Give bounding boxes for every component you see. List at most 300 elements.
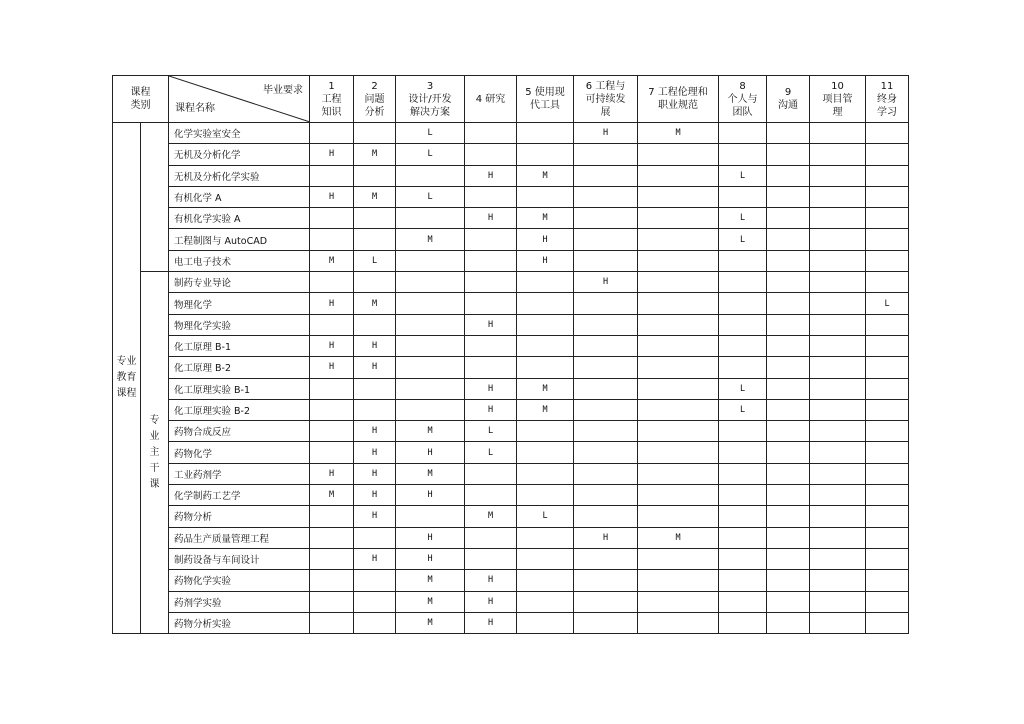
req-header-9-line: 9 <box>784 87 792 98</box>
table-row <box>113 591 909 612</box>
support-level-cell <box>719 250 767 271</box>
support-level-cell <box>719 335 767 356</box>
support-level-cell: L <box>465 442 517 463</box>
support-level-cell <box>574 357 638 378</box>
support-level-cell <box>517 612 574 633</box>
support-level-cell <box>354 399 396 420</box>
support-level-cell <box>866 612 909 633</box>
support-level-cell <box>866 421 909 442</box>
req-header-7-line: 7 工程伦理和 <box>648 87 708 98</box>
support-level-cell <box>517 186 574 207</box>
table-row <box>113 314 909 335</box>
req-header-8-line: 个人与 <box>727 93 758 105</box>
subcategory-char: 主 <box>149 446 160 458</box>
support-level-cell <box>719 463 767 484</box>
support-level-cell <box>767 378 810 399</box>
support-level-cell: M <box>396 229 465 250</box>
support-level-cell: L <box>396 144 465 165</box>
support-level-cell <box>866 229 909 250</box>
support-level-cell <box>396 357 465 378</box>
support-level-cell <box>719 591 767 612</box>
support-level-cell <box>310 229 354 250</box>
support-level-cell <box>810 144 866 165</box>
support-level-cell <box>810 463 866 484</box>
table-row <box>113 123 909 144</box>
support-level-cell: H <box>465 612 517 633</box>
support-level-cell <box>810 442 866 463</box>
support-level-cell <box>810 399 866 420</box>
req-header-2-line: 2 <box>371 80 378 92</box>
support-level-cell <box>396 208 465 229</box>
req-header-7 <box>638 76 719 123</box>
course-name: 电工电子技术 <box>169 250 310 271</box>
table-row <box>113 463 909 484</box>
support-level-cell <box>638 442 719 463</box>
course-name: 药物分析实验 <box>169 612 310 633</box>
table-row <box>113 506 909 527</box>
support-level-cell <box>638 335 719 356</box>
support-level-cell: H <box>465 208 517 229</box>
table-row <box>113 293 909 314</box>
support-level-cell <box>638 612 719 633</box>
support-level-cell <box>638 548 719 569</box>
support-level-cell <box>517 335 574 356</box>
req-header-1-line: 1 <box>328 80 335 92</box>
course-name: 工程制图与 AutoCAD <box>169 229 310 250</box>
support-level-cell: M <box>354 186 396 207</box>
support-level-cell <box>574 570 638 591</box>
support-level-cell: L <box>396 186 465 207</box>
support-level-cell <box>396 293 465 314</box>
support-level-cell <box>767 463 810 484</box>
course-name: 化学实验室安全 <box>169 123 310 144</box>
support-level-cell <box>396 335 465 356</box>
support-level-cell: H <box>310 293 354 314</box>
support-level-cell <box>517 548 574 569</box>
support-level-cell <box>810 612 866 633</box>
support-level-cell <box>810 485 866 506</box>
req-header-5-line: 代工具 <box>530 100 560 111</box>
support-level-cell <box>767 442 810 463</box>
course-name: 物理化学实验 <box>169 314 310 335</box>
support-level-cell <box>638 399 719 420</box>
req-header-1-line: 工程 <box>321 93 342 105</box>
course-name: 药剂学实验 <box>169 591 310 612</box>
support-level-cell <box>719 186 767 207</box>
support-level-cell <box>638 250 719 271</box>
support-level-cell: L <box>354 250 396 271</box>
req-header-9-line: 沟通 <box>778 100 798 111</box>
req-header-5 <box>517 76 574 123</box>
curriculum-requirements-table <box>112 75 909 634</box>
support-level-cell <box>719 506 767 527</box>
support-level-cell: M <box>638 123 719 144</box>
support-level-cell <box>767 421 810 442</box>
support-level-cell: H <box>310 144 354 165</box>
category-text: 专业 <box>116 356 137 368</box>
support-level-cell: M <box>396 612 465 633</box>
support-level-cell <box>638 314 719 335</box>
support-level-cell <box>767 293 810 314</box>
support-level-cell <box>638 506 719 527</box>
req-header-3-line: 解决方案 <box>410 106 450 118</box>
support-level-cell <box>354 612 396 633</box>
support-level-cell: H <box>354 548 396 569</box>
support-level-cell <box>767 612 810 633</box>
support-level-cell <box>719 293 767 314</box>
support-level-cell <box>465 229 517 250</box>
req-header-6-line: 可持续发 <box>585 93 626 105</box>
req-header-1-line: 知识 <box>321 106 342 118</box>
subcategory-char: 干 <box>149 462 160 474</box>
support-level-cell: M <box>517 208 574 229</box>
support-level-cell: M <box>465 506 517 527</box>
support-level-cell <box>767 123 810 144</box>
support-level-cell <box>866 186 909 207</box>
support-level-cell <box>354 272 396 293</box>
req-header-3 <box>396 76 465 123</box>
support-level-cell <box>810 293 866 314</box>
support-level-cell <box>465 485 517 506</box>
support-level-cell: L <box>866 293 909 314</box>
support-level-cell <box>866 570 909 591</box>
support-level-cell: H <box>517 250 574 271</box>
table-row <box>113 250 909 271</box>
support-level-cell: H <box>354 335 396 356</box>
req-header-2 <box>354 76 396 123</box>
support-level-cell <box>354 527 396 548</box>
support-level-cell <box>810 506 866 527</box>
support-level-cell <box>767 570 810 591</box>
category-header <box>113 76 169 123</box>
support-level-cell <box>767 527 810 548</box>
support-level-cell <box>638 186 719 207</box>
table-row <box>113 186 909 207</box>
support-level-cell <box>767 357 810 378</box>
table-row <box>113 548 909 569</box>
support-level-cell <box>638 208 719 229</box>
support-level-cell <box>465 357 517 378</box>
requirements-label: 毕业要求 <box>263 85 303 96</box>
support-level-cell <box>310 570 354 591</box>
req-header-11-line: 11 <box>880 80 894 92</box>
support-level-cell <box>517 357 574 378</box>
support-level-cell <box>574 612 638 633</box>
support-level-cell <box>574 335 638 356</box>
support-level-cell: H <box>354 463 396 484</box>
support-level-cell: M <box>354 144 396 165</box>
req-header-11-line: 终身 <box>877 93 897 105</box>
support-level-cell: M <box>354 293 396 314</box>
support-level-cell <box>465 463 517 484</box>
table-row <box>113 378 909 399</box>
support-level-cell <box>354 378 396 399</box>
req-header-10 <box>810 76 866 123</box>
support-level-cell <box>310 421 354 442</box>
subcategory-char: 课 <box>149 478 160 490</box>
support-level-cell <box>310 591 354 612</box>
support-level-cell <box>354 314 396 335</box>
req-header-3-line: 3 <box>426 80 434 92</box>
support-level-cell: M <box>517 165 574 186</box>
support-level-cell <box>574 250 638 271</box>
course-name: 药物化学 <box>169 442 310 463</box>
table-row <box>113 229 909 250</box>
course-name: 化工原理实验 B-2 <box>169 399 310 420</box>
req-header-7-line: 职业规范 <box>658 100 698 111</box>
support-level-cell <box>719 123 767 144</box>
req-header-10-line: 10 <box>831 80 844 92</box>
support-level-cell <box>465 335 517 356</box>
support-level-cell: H <box>354 357 396 378</box>
support-level-cell: M <box>396 591 465 612</box>
support-level-cell <box>719 570 767 591</box>
support-level-cell <box>638 570 719 591</box>
support-level-cell: H <box>574 527 638 548</box>
support-level-cell <box>310 165 354 186</box>
subcategory-char: 业 <box>149 430 160 442</box>
support-level-cell: M <box>638 527 719 548</box>
support-level-cell <box>310 612 354 633</box>
support-level-cell <box>767 250 810 271</box>
table-row <box>113 272 909 293</box>
req-header-4-line: 4 研究 <box>475 93 506 105</box>
table-row <box>113 570 909 591</box>
support-level-cell: H <box>465 570 517 591</box>
support-level-cell <box>517 570 574 591</box>
header-row <box>113 76 909 123</box>
support-level-cell <box>354 229 396 250</box>
support-level-cell: H <box>354 421 396 442</box>
support-level-cell: H <box>396 442 465 463</box>
support-level-cell <box>866 463 909 484</box>
req-header-8-line: 8 <box>739 80 746 92</box>
support-level-cell <box>396 250 465 271</box>
req-header-2-line: 分析 <box>364 106 385 118</box>
support-level-cell <box>866 250 909 271</box>
support-level-cell <box>866 272 909 293</box>
support-level-cell <box>310 399 354 420</box>
support-level-cell <box>465 272 517 293</box>
support-level-cell: H <box>465 165 517 186</box>
support-level-cell <box>517 485 574 506</box>
support-level-cell <box>719 442 767 463</box>
support-level-cell <box>574 442 638 463</box>
course-name: 化学制药工艺学 <box>169 485 310 506</box>
support-level-cell: L <box>719 229 767 250</box>
req-header-3-line: 设计/开发 <box>408 93 452 105</box>
support-level-cell <box>810 208 866 229</box>
req-header-8-line: 团队 <box>732 106 753 118</box>
support-level-cell <box>310 123 354 144</box>
support-level-cell <box>574 229 638 250</box>
support-level-cell <box>638 421 719 442</box>
support-level-cell <box>866 165 909 186</box>
support-level-cell <box>396 272 465 293</box>
support-level-cell: L <box>396 123 465 144</box>
category-cell <box>113 123 141 634</box>
support-level-cell <box>866 591 909 612</box>
support-level-cell <box>719 548 767 569</box>
table-row <box>113 144 909 165</box>
req-header-9 <box>767 76 810 123</box>
support-level-cell: M <box>396 463 465 484</box>
support-level-cell <box>310 527 354 548</box>
support-level-cell: H <box>354 442 396 463</box>
support-level-cell <box>574 421 638 442</box>
table-row <box>113 357 909 378</box>
support-level-cell <box>354 208 396 229</box>
support-level-cell <box>866 485 909 506</box>
support-level-cell <box>574 399 638 420</box>
support-level-cell <box>866 399 909 420</box>
support-level-cell: L <box>465 421 517 442</box>
course-name: 物理化学 <box>169 293 310 314</box>
support-level-cell <box>810 335 866 356</box>
support-level-cell: L <box>719 399 767 420</box>
support-level-cell: H <box>396 527 465 548</box>
category-text: 课程 <box>116 388 137 400</box>
support-level-cell <box>465 144 517 165</box>
support-level-cell <box>638 293 719 314</box>
diagonal-header-cell <box>169 76 310 123</box>
support-level-cell <box>354 165 396 186</box>
support-level-cell <box>517 144 574 165</box>
support-level-cell <box>574 548 638 569</box>
support-level-cell <box>767 165 810 186</box>
support-level-cell: H <box>396 485 465 506</box>
table-row <box>113 208 909 229</box>
table-row <box>113 399 909 420</box>
support-level-cell <box>517 463 574 484</box>
req-header-6 <box>574 76 638 123</box>
support-level-cell <box>574 506 638 527</box>
support-level-cell <box>354 570 396 591</box>
support-level-cell <box>638 272 719 293</box>
support-level-cell <box>810 229 866 250</box>
support-level-cell <box>465 527 517 548</box>
support-level-cell <box>310 208 354 229</box>
support-level-cell <box>866 314 909 335</box>
support-level-cell: H <box>310 186 354 207</box>
support-level-cell: H <box>574 272 638 293</box>
req-header-5-line: 5 使用现 <box>525 87 565 98</box>
support-level-cell <box>574 314 638 335</box>
category-header-line-1: 课程 <box>130 87 151 98</box>
support-level-cell: M <box>396 421 465 442</box>
support-level-cell <box>767 548 810 569</box>
req-header-10-line: 理 <box>832 106 843 118</box>
req-header-6-line: 展 <box>600 106 611 118</box>
support-level-cell <box>719 612 767 633</box>
support-level-cell: H <box>465 399 517 420</box>
table-row <box>113 165 909 186</box>
support-level-cell: H <box>354 506 396 527</box>
support-level-cell <box>719 144 767 165</box>
support-level-cell: H <box>574 123 638 144</box>
course-name-label: 课程名称 <box>175 103 215 114</box>
table-row <box>113 421 909 442</box>
support-level-cell: L <box>719 208 767 229</box>
support-level-cell: M <box>517 378 574 399</box>
support-level-cell <box>866 378 909 399</box>
subcategory-cell <box>141 272 169 634</box>
support-level-cell: H <box>465 591 517 612</box>
support-level-cell <box>517 527 574 548</box>
subcategory-char: 专 <box>149 414 160 426</box>
support-level-cell <box>638 357 719 378</box>
support-level-cell <box>310 548 354 569</box>
support-level-cell: H <box>310 335 354 356</box>
support-level-cell <box>517 591 574 612</box>
course-name: 工业药剂学 <box>169 463 310 484</box>
table-row <box>113 485 909 506</box>
table-row <box>113 612 909 633</box>
req-header-6-line: 6 工程与 <box>585 80 626 92</box>
support-level-cell <box>810 421 866 442</box>
support-level-cell <box>767 186 810 207</box>
support-level-cell <box>866 527 909 548</box>
course-name: 有机化学实验 A <box>169 208 310 229</box>
course-name: 有机化学 A <box>169 186 310 207</box>
support-level-cell <box>574 186 638 207</box>
support-level-cell: L <box>719 165 767 186</box>
support-level-cell <box>810 378 866 399</box>
support-level-cell <box>574 144 638 165</box>
support-level-cell <box>866 442 909 463</box>
support-level-cell <box>866 144 909 165</box>
support-level-cell <box>310 378 354 399</box>
support-level-cell <box>638 144 719 165</box>
support-level-cell <box>719 357 767 378</box>
support-level-cell <box>866 357 909 378</box>
support-level-cell: H <box>310 357 354 378</box>
course-name: 化工原理 B-1 <box>169 335 310 356</box>
support-level-cell: H <box>517 229 574 250</box>
support-level-cell: M <box>517 399 574 420</box>
req-header-8 <box>719 76 767 123</box>
support-level-cell <box>767 272 810 293</box>
course-name: 药品生产质量管理工程 <box>169 527 310 548</box>
support-level-cell <box>517 272 574 293</box>
support-level-cell <box>465 123 517 144</box>
support-level-cell <box>310 442 354 463</box>
support-level-cell <box>354 591 396 612</box>
support-level-cell <box>396 314 465 335</box>
support-level-cell: H <box>310 463 354 484</box>
support-level-cell <box>465 548 517 569</box>
support-level-cell <box>638 378 719 399</box>
support-level-cell: M <box>396 570 465 591</box>
support-level-cell <box>767 208 810 229</box>
support-level-cell: H <box>354 485 396 506</box>
course-name: 无机及分析化学 <box>169 144 310 165</box>
support-level-cell <box>354 123 396 144</box>
course-name: 制药设备与车间设计 <box>169 548 310 569</box>
support-level-cell: H <box>465 314 517 335</box>
support-level-cell <box>719 485 767 506</box>
support-level-cell <box>810 165 866 186</box>
support-level-cell <box>465 293 517 314</box>
support-level-cell <box>638 463 719 484</box>
support-level-cell <box>574 591 638 612</box>
table-body <box>113 123 909 634</box>
support-level-cell <box>638 229 719 250</box>
support-level-cell <box>810 314 866 335</box>
support-level-cell <box>810 123 866 144</box>
support-level-cell: L <box>719 378 767 399</box>
support-level-cell <box>866 123 909 144</box>
